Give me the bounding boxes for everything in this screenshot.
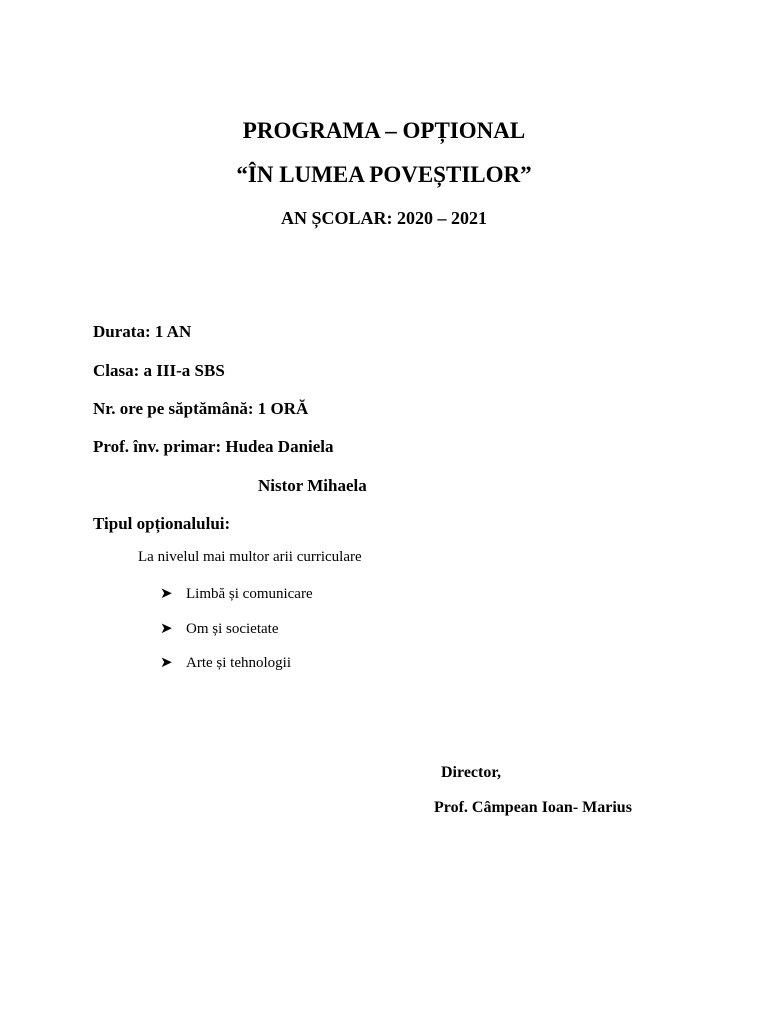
optional-type-description: La nivelul mai multor arii curriculare	[138, 549, 362, 565]
teacher-line-2: Nistor Mihaela	[258, 476, 367, 495]
hours-line: Nr. ore pe săptămână: 1 ORĂ	[93, 399, 309, 418]
optional-type-label: Tipul opționalului:	[93, 514, 231, 533]
list-item-label: Arte și tehnologii	[186, 655, 291, 671]
arrowhead-bullet-icon: ➤	[160, 653, 173, 671]
signature-role: Director,	[441, 764, 501, 781]
list-item	[160, 619, 278, 638]
class-line: Clasa: a III-a SBS	[93, 361, 225, 380]
signature-name: Prof. Câmpean Ioan- Marius	[434, 799, 632, 816]
list-item-label: Om și societate	[186, 621, 279, 637]
school-year: AN ȘCOLAR: 2020 – 2021	[280, 208, 487, 228]
list-item	[160, 653, 291, 672]
optional-name: “ÎN LUMEA POVEȘTILOR”	[236, 162, 532, 187]
arrowhead-bullet-icon: ➤	[160, 619, 173, 637]
duration-line: Durata: 1 AN	[93, 322, 192, 341]
arrowhead-bullet-icon: ➤	[160, 584, 173, 602]
document-title: PROGRAMA – OPȚIONAL	[242, 118, 526, 143]
list-item	[160, 584, 313, 603]
teacher-line-1: Prof. înv. primar: Hudea Daniela	[93, 437, 334, 456]
list-item-label: Limbă și comunicare	[186, 586, 313, 602]
